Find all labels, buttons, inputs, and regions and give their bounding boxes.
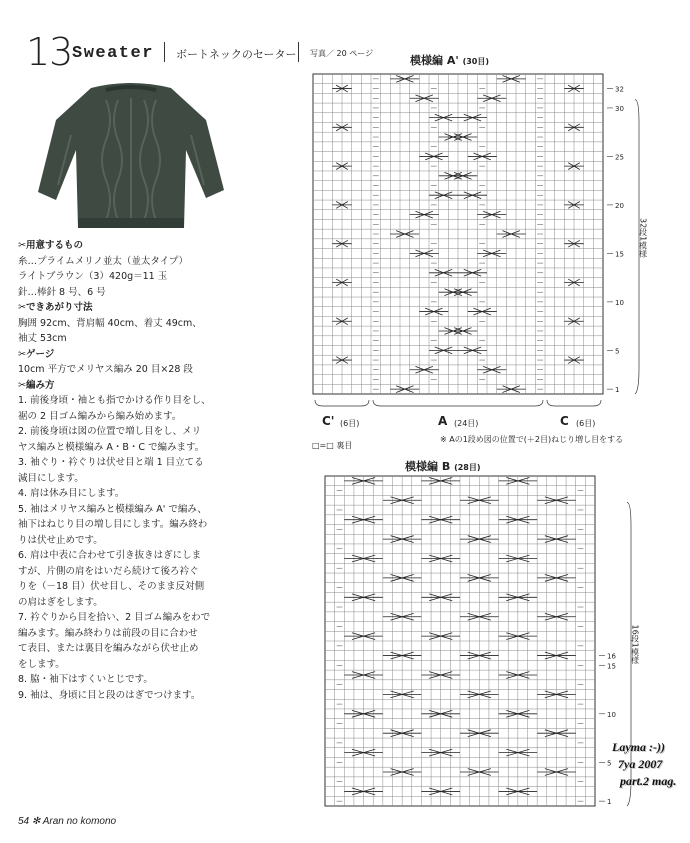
pattern-title: Sweater — [72, 44, 154, 63]
chart-a-label-a-count: (24目) — [454, 419, 479, 428]
row-label: 15 — [607, 662, 616, 671]
chart-a-label-c-count: (6目) — [576, 419, 596, 428]
pattern-number: 13 — [26, 30, 73, 74]
section-bracket — [547, 400, 601, 406]
chart-a-label-cprime: C' — [322, 414, 335, 428]
title-divider — [164, 42, 165, 62]
photo-reference: 写真／ 20 ページ — [310, 49, 374, 58]
row-label: 5 — [607, 759, 612, 768]
row-label: 10 — [615, 298, 624, 307]
method-line: 8. 脇・袖下はすくいとじです。 — [18, 674, 153, 685]
book-name: Aran no komono — [42, 816, 117, 827]
chart-a-label-a: A — [438, 414, 448, 428]
instructions-column — [18, 238, 288, 703]
method-line: をします。 — [18, 658, 65, 670]
size-line: 胸囲 92cm、背肩幅 40cm、着丈 49cm、 — [18, 317, 202, 329]
row-label: 10 — [607, 710, 616, 719]
method-line: 減目にします。 — [18, 472, 84, 484]
row-label: 32 — [615, 85, 624, 94]
chart-a-note: ※ Aの1段め図の位置で(＋2目)ねじり増し目をする — [440, 435, 624, 444]
chart-b-name: 模様編 B — [405, 460, 451, 473]
row-label: 16 — [607, 652, 616, 661]
side-label: 16段1模様 — [630, 624, 640, 664]
method-line: 3. 袖ぐり・衿ぐりは伏せ目と端 1 目立てる — [18, 457, 204, 468]
row-label: 15 — [615, 250, 624, 259]
materials-heading: ✂用意するもの — [18, 240, 83, 251]
chart-b-grid — [305, 466, 685, 826]
section-bracket — [315, 400, 369, 406]
gauge-heading: ✂ゲージ — [18, 348, 55, 360]
chart-a-stitches: (30目) — [462, 57, 490, 66]
method-line: 1. 前後身頃・袖とも指でかける作り目をし、 — [18, 395, 211, 406]
chart-legend: □=□ 裏目 — [312, 441, 353, 450]
materials-line: ライトブラウン（3）420g＝11 玉 — [18, 271, 168, 282]
method-line: 編みます。編み終わりは前段の目に合わせ — [18, 627, 198, 639]
method-line: すが、片側の肩をはいだら続けて後ろ衿ぐ — [18, 565, 199, 577]
chart-a-grid — [305, 60, 685, 450]
method-line: 6. 肩は中表に合わせて引き抜きはぎにしま — [18, 550, 202, 561]
method-line: りを（－18 目）伏せ目し、そのまま反対側 — [18, 581, 205, 592]
chart-a-label-cprime-count: (6目) — [340, 419, 360, 428]
method-line: 7. 衿ぐりから目を拾い、2 目ゴム編みをわで — [18, 612, 211, 623]
materials-line: 針…棒針 8 号、6 号 — [18, 286, 106, 298]
row-label: 20 — [615, 201, 624, 210]
pattern-subtitle: ボートネックのセーター — [176, 48, 297, 61]
chart-b-stitches: (28目) — [454, 463, 481, 472]
footer: 54 ✻ Aran no komono — [18, 816, 117, 827]
method-line: 4. 肩は休み目にします。 — [18, 488, 125, 499]
watermark-line-3: part.2 mag. — [620, 774, 677, 788]
method-line: 9. 袖は、身頃に目と段のはぎでつけます。 — [18, 689, 201, 701]
method-line: て表目、または裏目を編みながら伏せ止め — [18, 643, 199, 654]
method-line: の肩はぎをします。 — [18, 596, 103, 608]
method-line: ヤス編みと模様編み A・B・C で編みます。 — [18, 441, 205, 453]
row-label: 25 — [615, 153, 624, 162]
method-line: りは伏せ止めです。 — [18, 534, 103, 546]
method-line: 裾の 2 目ゴム編みから編み始めます。 — [18, 410, 182, 422]
page-number: 54 — [18, 816, 30, 827]
chart-a-name: 模様編 A' — [410, 54, 459, 67]
side-label: 32段1模様 — [638, 218, 648, 258]
row-label: 1 — [615, 386, 620, 395]
watermark-line-1: Layma :-)) — [612, 740, 665, 754]
method-heading: ✂編み方 — [18, 379, 55, 391]
chart-a-label-c: C — [560, 414, 569, 428]
size-line: 袖丈 53cm — [18, 333, 67, 344]
title-divider-2 — [298, 42, 299, 62]
watermark-line-2: 7ya 2007 — [618, 757, 663, 771]
method-line: 袖下はねじり目の増し目にします。編み終わ — [18, 519, 208, 530]
method-line: 2. 前後身頃は図の位置で増し目をし、メリ — [18, 426, 202, 437]
gauge-line: 10cm 平方でメリヤス編み 20 目×28 段 — [18, 364, 193, 375]
sweater-photo — [36, 80, 226, 235]
size-heading: ✂できあがり寸法 — [18, 302, 93, 313]
row-label: 1 — [607, 798, 612, 807]
row-label: 30 — [615, 104, 624, 113]
materials-line: 糸…プライムメリノ並太（並太タイプ） — [18, 255, 188, 267]
method-line: 5. 袖はメリヤス編みと模様編み A' で編み、 — [18, 503, 207, 515]
row-label: 5 — [615, 347, 620, 356]
section-bracket — [373, 400, 543, 406]
